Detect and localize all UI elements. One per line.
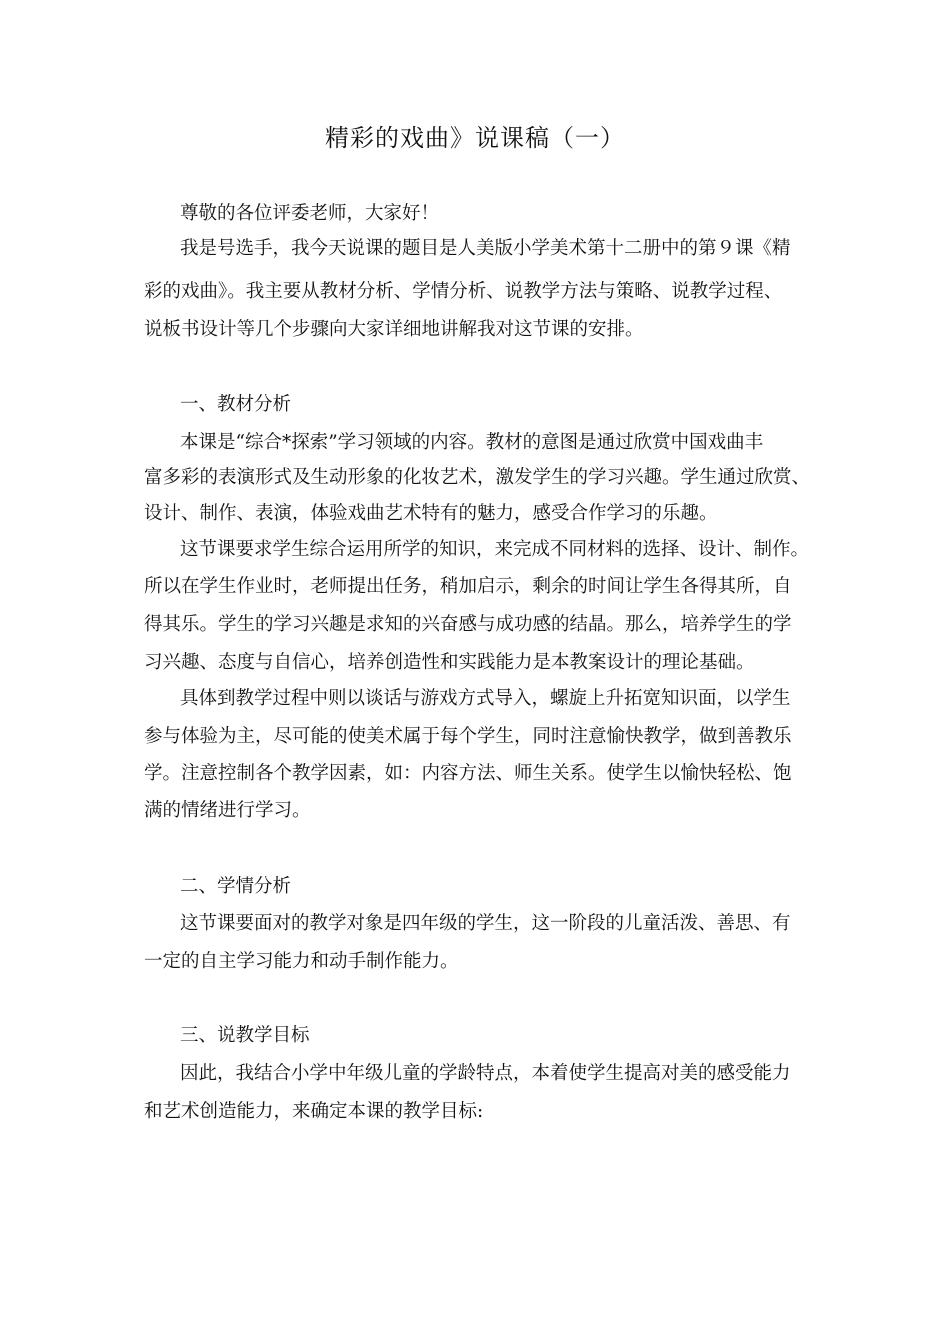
s1-p3-line-2: 参与体验为主，尽可能的使美术属于每个学生，同时注意愉快教学，做到善教乐 xyxy=(144,726,792,747)
s1-p1-line-1: 本课是“综合*探索”学习领域的内容。教材的意图是通过欣赏中国戏曲丰 xyxy=(180,432,764,453)
s1-p2-line-3: 得其乐。学生的学习兴趣是求知的兴奋感与成功感的结晶。那么，培养学生的学 xyxy=(144,614,792,635)
greeting: 尊敬的各位评委老师，大家好！ xyxy=(180,203,440,224)
s2-p1-line-2: 一定的自主学习能力和动手制作能力。 xyxy=(144,951,459,972)
s1-p1-line-3: 设计、制作、表演，体验戏曲艺术特有的魅力，感受合作学习的乐趣。 xyxy=(144,503,718,524)
section-heading-student-analysis: 二、学情分析 xyxy=(180,876,292,897)
section-heading-teaching-material: 一、教材分析 xyxy=(180,394,292,415)
s1-p3-line-4: 满的情绪进行学习。 xyxy=(144,800,311,821)
s1-p2-line-2: 所以在学生作业时，老师提出任务，稍加启示，剩余的时间让学生各得其所，自 xyxy=(144,576,792,597)
intro-line-3: 说板书设计等几个步骤向大家详细地讲解我对这节课的安排。 xyxy=(144,319,644,340)
s2-p1-line-1: 这节课要面对的教学对象是四年级的学生，这一阶段的儿童活泼、善思、有 xyxy=(180,913,791,934)
intro-line-1: 我是号选手，我今天说课的题目是人美版小学美术第十二册中的第９课《精 xyxy=(180,238,791,259)
s3-p1-line-1: 因此，我结合小学中年级儿童的学龄特点，本着使学生提高对美的感受能力 xyxy=(180,1063,791,1084)
s1-p3-line-1: 具体到教学过程中则以谈话与游戏方式导入，螺旋上升拓宽知识面，以学生 xyxy=(180,688,791,709)
s1-p3-line-3: 学。注意控制各个教学因素，如：内容方法、师生关系。使学生以愉快轻松、饱 xyxy=(144,763,792,784)
s1-p2-line-4: 习兴趣、态度与自信心，培养创造性和实践能力是本教案设计的理论基础。 xyxy=(144,652,755,673)
s3-p1-line-2: 和艺术创造能力，来确定本课的教学目标: xyxy=(144,1101,484,1122)
document-title: 精彩的戏曲》说课稿（一） xyxy=(325,124,625,152)
intro-line-2: 彩的戏曲》。我主要从教材分析、学情分析、说教学方法与策略、说教学过程、 xyxy=(144,281,783,302)
s1-p2-line-1: 这节课要求学生综合运用所学的知识，来完成不同材料的选择、设计、制作。 xyxy=(180,539,810,560)
s1-p1-line-2: 富多彩的表演形式及生动形象的化妆艺术，激发学生的学习兴趣。学生通过欣赏、 xyxy=(144,467,811,488)
section-heading-teaching-goals: 三、说教学目标 xyxy=(180,1025,310,1046)
